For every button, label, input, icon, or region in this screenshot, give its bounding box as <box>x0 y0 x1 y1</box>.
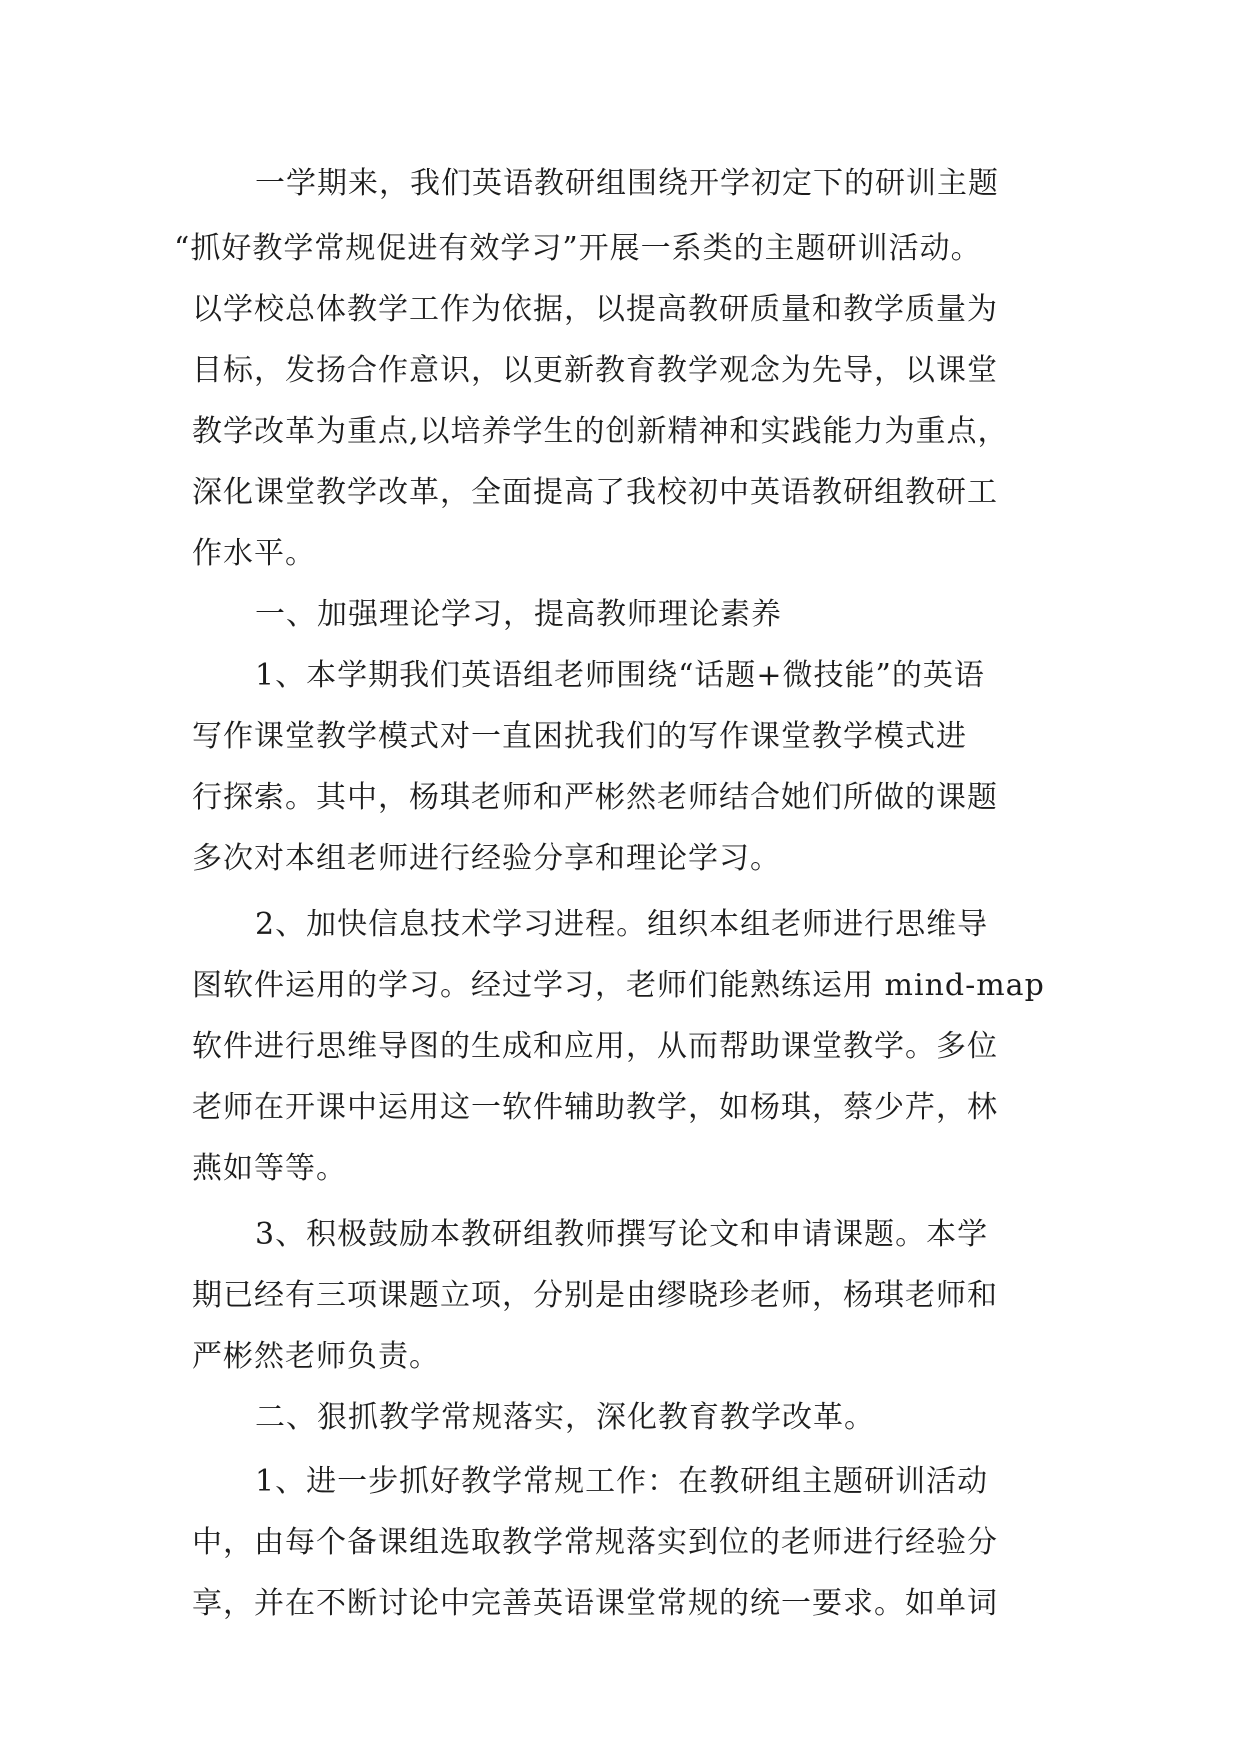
section-heading: 一、加强理论学习，提高教师理论素养 <box>255 597 782 632</box>
paragraph-line: 软件进行思维导图的生成和应用，从而帮助课堂教学。多位 <box>192 1029 998 1064</box>
section-heading: 二、狠抓教学常规落实，深化教育教学改革。 <box>255 1400 875 1435</box>
paragraph-line: 中，由每个备课组选取教学常规落实到位的老师进行经验分 <box>192 1525 998 1560</box>
paragraph-line: 多次对本组老师进行经验分享和理论学习。 <box>192 841 781 876</box>
paragraph-line: 1、进一步抓好教学常规工作：在教研组主题研训活动 <box>255 1464 989 1499</box>
paragraph-line: 图软件运用的学习。经过学习，老师们能熟练运用 mind-map <box>192 968 1045 1003</box>
paragraph-line: 以学校总体教学工作为依据，以提高教研质量和教学质量为 <box>192 292 998 327</box>
paragraph-line: 写作课堂教学模式对一直困扰我们的写作课堂教学模式进 <box>192 719 967 754</box>
paragraph-line: 教学改革为重点,以培养学生的创新精神和实践能力为重点， <box>192 414 1009 449</box>
paragraph-line: 享，并在不断讨论中完善英语课堂常规的统一要求。如单词 <box>192 1586 998 1621</box>
paragraph-line: 深化课堂教学改革，全面提高了我校初中英语教研组教研工 <box>192 475 998 510</box>
paragraph-line: 目标，发扬合作意识，以更新教育教学观念为先导，以课堂 <box>192 353 998 388</box>
paragraph-line: 作水平。 <box>192 536 316 571</box>
paragraph-line: 2、加快信息技术学习进程。组织本组老师进行思维导 <box>255 907 989 942</box>
paragraph-line: 老师在开课中运用这一软件辅助教学，如杨琪，蔡少芹，林 <box>192 1090 998 1125</box>
paragraph-line: 燕如等等。 <box>192 1151 347 1186</box>
paragraph-line: 期已经有三项课题立项，分别是由缪晓珍老师，杨琪老师和 <box>192 1278 998 1313</box>
paragraph-line: 3、积极鼓励本教研组教师撰写论文和申请课题。本学 <box>255 1217 989 1252</box>
paragraph-line: “抓好教学常规促进有效学习”开展一系类的主题研训活动。 <box>174 231 982 266</box>
paragraph-line: 一学期来，我们英语教研组围绕开学初定下的研训主题 <box>255 166 999 201</box>
paragraph-line: 1、本学期我们英语组老师围绕“话题+微技能”的英语 <box>255 658 985 693</box>
paragraph-line: 行探索。其中，杨琪老师和严彬然老师结合她们所做的课题 <box>192 780 998 815</box>
paragraph-line: 严彬然老师负责。 <box>192 1339 440 1374</box>
